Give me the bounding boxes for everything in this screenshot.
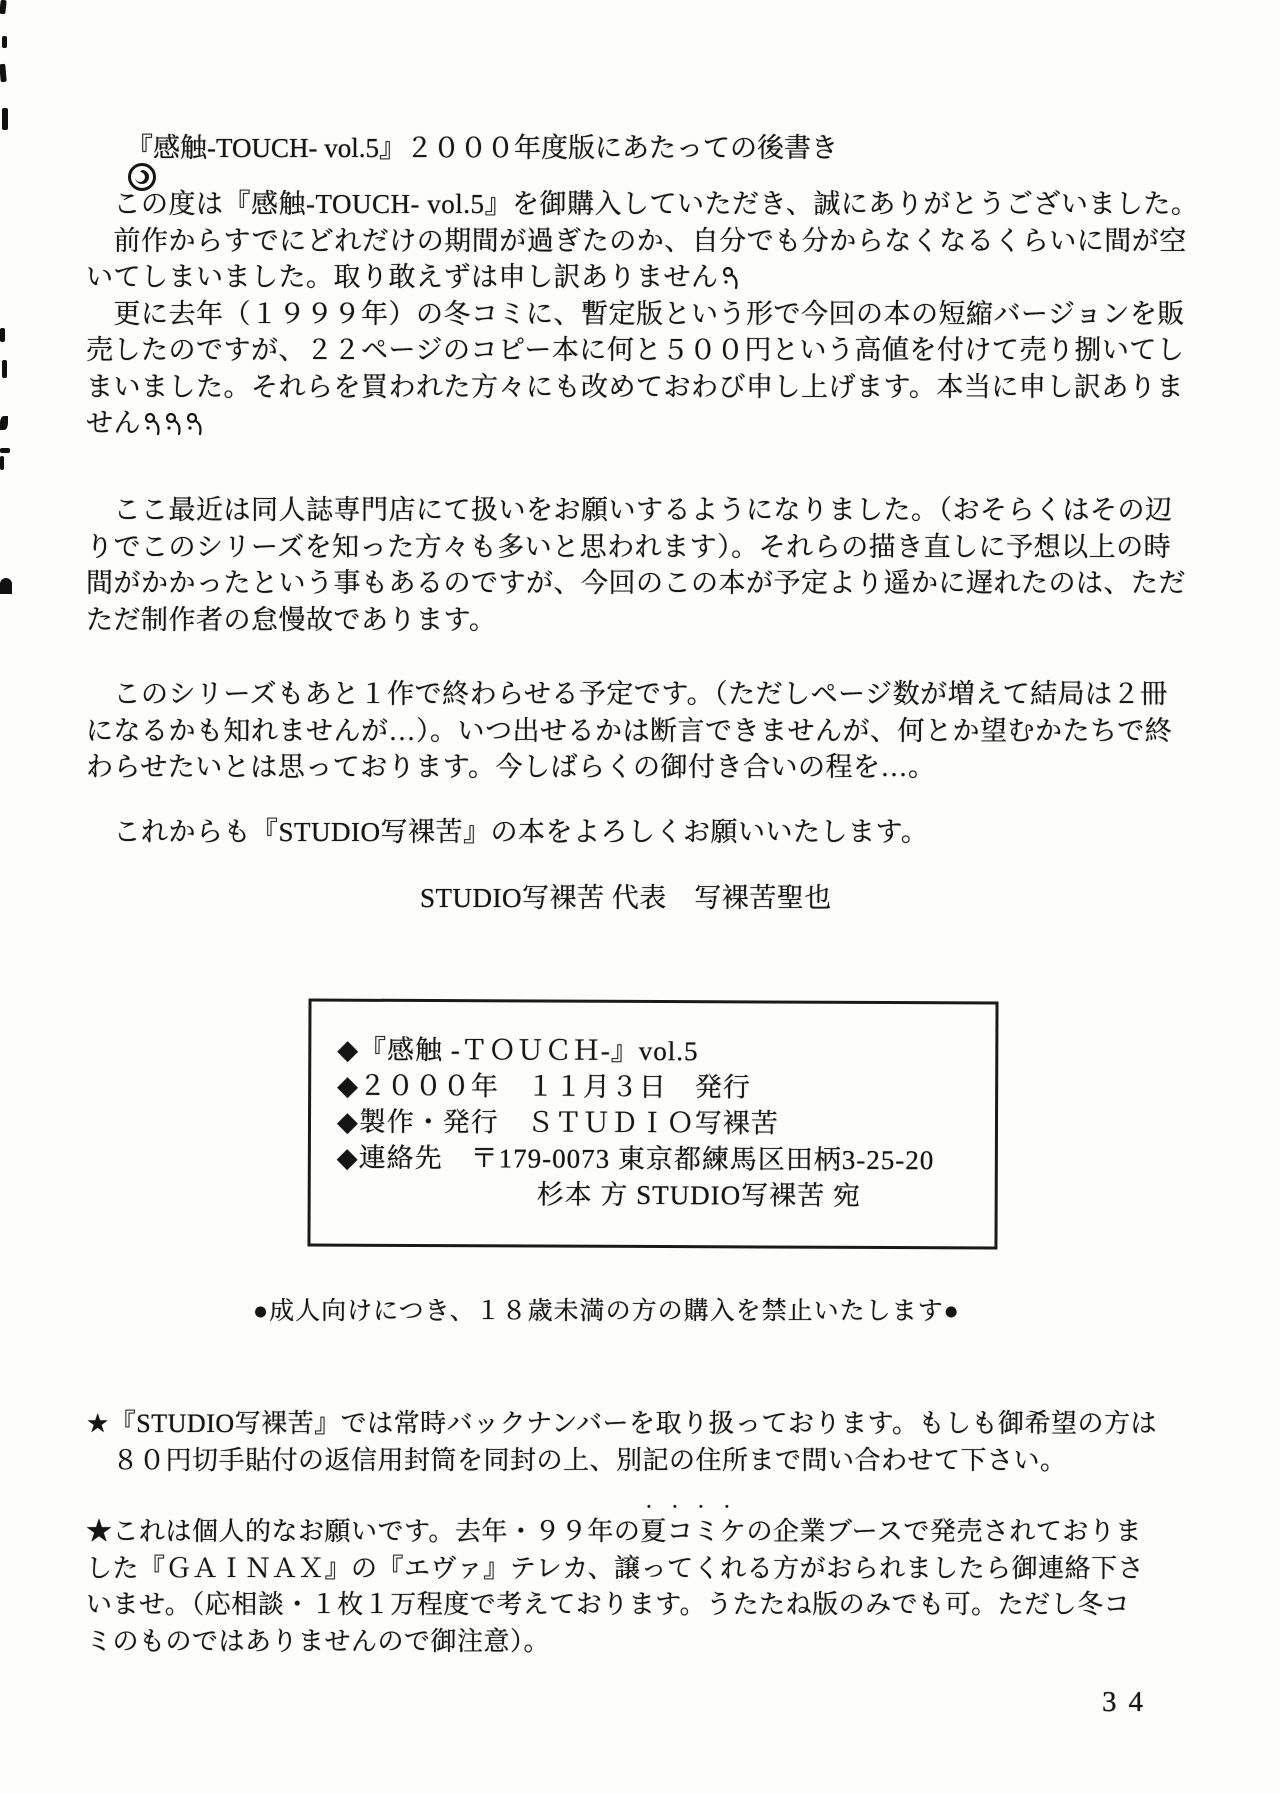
text-line: 更に去年（１９９９年）の冬コミに、暫定版という形で今回の本の短縮バージョンを販 <box>86 298 1185 329</box>
emphasized-text <box>640 1500 747 1551</box>
scan-artifact <box>2 36 7 48</box>
text-line <box>86 259 1198 296</box>
text-line <box>86 1500 1144 1551</box>
scan-artifact <box>0 578 12 594</box>
bow-icon <box>144 412 162 436</box>
text-line-part: 夏コミケ <box>640 1517 747 1546</box>
text-line: 売したのですが、２２ページのコピー本に何と５００円という高値を付けて売り捌いてし <box>86 335 1185 365</box>
text-line <box>86 405 1198 442</box>
bow-icon <box>165 412 183 436</box>
scan-artifact <box>0 64 7 82</box>
note-backnumber <box>86 1406 1157 1479</box>
text-line: いませ。（応相談・１枚１万程度で考えております。うたたね版のみでも可。ただし冬コ <box>86 1590 1131 1619</box>
text-line-part: ★これは個人的なお願いです。去年・９９年の <box>86 1517 641 1546</box>
bow-icon <box>722 266 740 290</box>
adult-warning: ●成人向けにつき、１８歳未満の方の購入を禁止いたします● <box>253 1298 960 1325</box>
text-line: このシリーズもあと１作で終わらせる予定です。（ただしページ数が増えて結局は２冊 <box>86 679 1168 709</box>
text-line-part: いてしまいました。取り敢えずは申し訳ありません <box>86 262 719 292</box>
signature: STUDIO写裸苦 代表 写裸苦聖也 <box>420 883 832 913</box>
colophon-addressee: 杉本 方 STUDIO写裸苦 宛 <box>536 1179 862 1211</box>
text-line: ８０円切手貼付の返信用封筒を同封の上、別記の住所まで問い合わせて下さい。 <box>86 1445 1067 1475</box>
text-line: 間がかかったという事もあるのですが、今回のこの本が予定より遥かに遅れたのは、ただ <box>86 568 1186 598</box>
page-title: 『感触-TOUCH- vol.5』２０００年度版にあたっての後書き <box>126 133 838 163</box>
note-request <box>86 1500 1145 1660</box>
scan-artifact <box>0 416 8 430</box>
colophon-date: ◆２０００年 １１月３日 発行 <box>337 1070 751 1103</box>
text-line: ★『STUDIO写裸苦』では常時バックナンバーを取り扱っております。もしも御希望の方は <box>86 1409 1157 1438</box>
text-line: ここ最近は同人誌専門店にて扱いをお願いするようになりました。（おそらくはその辺 <box>86 495 1173 525</box>
afterword-paragraph-2 <box>86 492 1186 638</box>
scan-artifact <box>0 448 10 453</box>
text-line: ただ制作者の怠慢故であります。 <box>86 604 497 635</box>
text-line: した『ＧＡＩＮＡＸ』の『エヴァ』テレカ、譲ってくれる方がおられましたら御連絡下さ <box>86 1553 1145 1583</box>
scan-artifact <box>0 328 5 342</box>
bow-icon <box>186 412 204 436</box>
afterword-paragraph-3 <box>86 676 1172 786</box>
text-line: わらせたいとは思っております。今しばらくの御付き合いの程を…。 <box>86 752 936 782</box>
scan-artifact <box>2 108 8 130</box>
colophon-box <box>307 998 998 1249</box>
text-line: この度は『感触-TOUCH- vol.5』を御購入していただき、誠にありがとうございました。 <box>86 189 1199 219</box>
page-number: 34 <box>1102 1686 1155 1718</box>
text-line: になるかも知れませんが…）。いつ出せるかは断言できませんが、何とか望むかたちで終 <box>86 715 1173 746</box>
scan-artifact <box>0 456 4 470</box>
text-line-part: せん <box>86 408 141 438</box>
emphasis-dots: ・・・・ <box>641 1500 746 1516</box>
colophon-address: ◆連絡先 〒179-0073 東京都練馬区田柄3-25-20 <box>336 1142 935 1176</box>
colophon-publisher: ◆製作・発行 ＳＴＵＤＩＯ写裸苦 <box>336 1106 779 1139</box>
text-line: りでこのシリーズを知った方々も多いと思われます）。それらの描き直しに予想以上の時 <box>86 531 1172 562</box>
text-line: ミのものではありませんので御注意）。 <box>86 1626 551 1656</box>
afterword-paragraph-1 <box>86 186 1198 442</box>
text-line: 前作からすでにどれだけの期間が過ぎたのか、自分でも分からなくなるくらいに間が空 <box>86 225 1187 256</box>
scan-artifact <box>0 0 7 14</box>
afterword-header <box>86 126 838 165</box>
text-line: まいました。それらを買われた方々にも改めておわび申し上げます。本当に申し訳ありま <box>86 371 1184 402</box>
scan-artifact <box>2 360 7 378</box>
text-line-part: の企業ブースで発売されておりま <box>746 1517 1142 1546</box>
spiral-icon <box>86 131 116 161</box>
colophon-title: ◆『感触 -ＴＯＵＣＨ-』vol.5 <box>337 1034 699 1067</box>
closing-line: これからも『STUDIO写裸苦』の本をよろしくお願いいたします。 <box>86 817 929 847</box>
